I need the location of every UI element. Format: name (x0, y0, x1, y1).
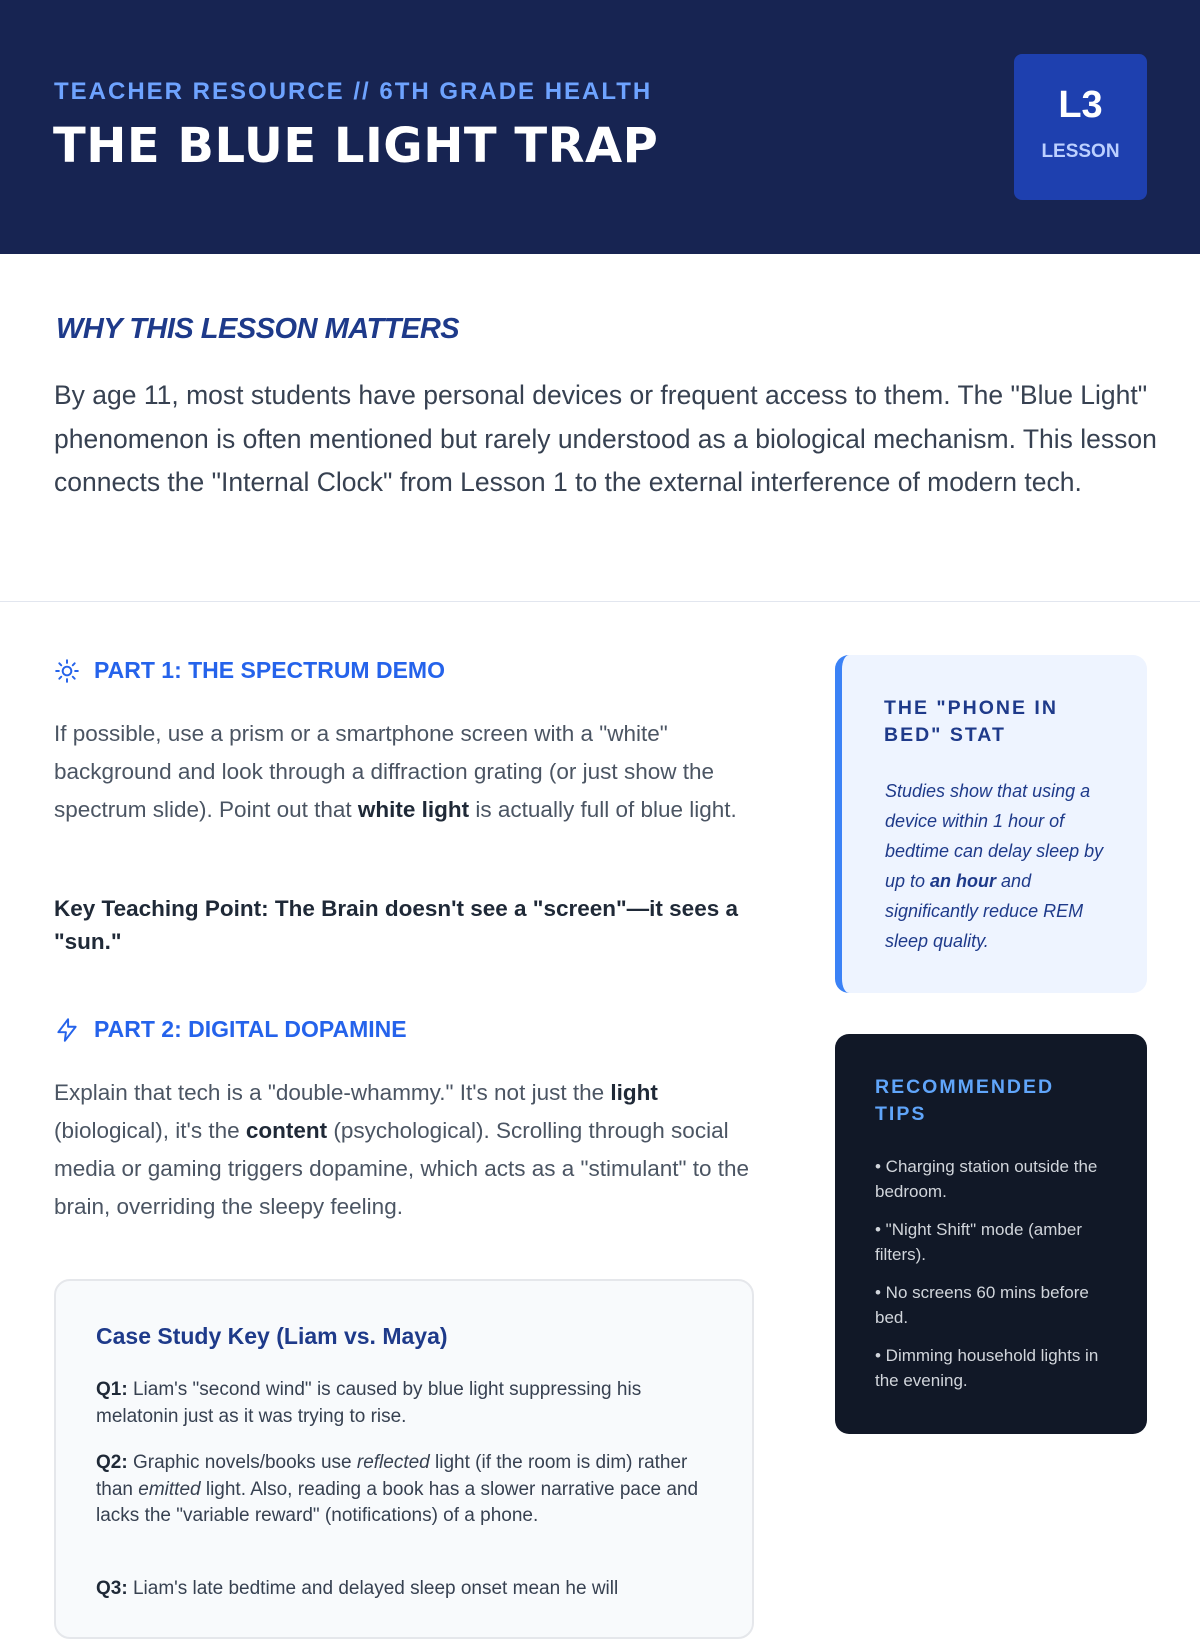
part2-heading (54, 1016, 407, 1043)
lesson-title: THE BLUE LIGHT TRAP (53, 118, 659, 174)
lesson-badge (1014, 54, 1147, 200)
tip-item: • "Night Shift" mode (amber filters). (875, 1220, 1082, 1264)
lightning-icon (54, 1017, 80, 1043)
sun-icon (54, 658, 80, 684)
tip-item: • Dimming household lights in the evening. (875, 1346, 1099, 1390)
lesson-header (0, 0, 1200, 254)
section-divider (0, 601, 1200, 602)
light-emphasis: light (610, 1080, 658, 1105)
case-study-card (54, 1279, 754, 1639)
content-emphasis: content (245, 1118, 328, 1143)
tip-item: • Charging station outside the bedroom. (875, 1157, 1098, 1201)
why-section-title: WHY THIS LESSON MATTERS (56, 313, 460, 345)
stat-text: Studies show that using a device within 1 hour of bedtime can delay sleep by up to an hour and significantly reduce REM sleep quality. (885, 781, 1104, 951)
case-study-q2: Q2: Graphic novels/books use reflected light (if the room is dim) rather than emitted light. Also, reading a book has a slower narrative pace and lacks the "variable reward" (notifications) of a phone. (96, 1452, 699, 1526)
case-study-title: Case Study Key (Liam vs. Maya) (96, 1323, 448, 1349)
part2-text: Explain that tech is a "double-whammy." It's not just the light (biological), it's the content (psychological). Scrolling through social media or gaming triggers dopamine, which acts as a "stimulant" to the brain, overriding the sleepy feeling. (54, 1080, 750, 1219)
key-teaching-point: Key Teaching Point: The Brain doesn't see a "screen"—it sees a "sun." (54, 896, 738, 954)
resource-kicker: TEACHER RESOURCE // 6TH GRADE HEALTH (54, 78, 653, 105)
part1-title: PART 1: THE SPECTRUM DEMO (94, 657, 445, 683)
lesson-badge-code: L3 (1058, 84, 1103, 126)
part1-text: If possible, use a prism or a smartphone screen with a "white" background and look through a diffraction grating (or just show the spectrum slide). Point out that white light is actually full of blue light. (54, 721, 737, 822)
tips-title: RECOMMENDED TIPS (875, 1076, 1055, 1125)
tips-list (875, 1154, 1115, 1406)
phone-in-bed-stat-card (835, 655, 1147, 993)
part1-heading (54, 657, 445, 684)
case-study-q3: Q3: Liam's late bedtime and delayed sleep onset mean he will (96, 1578, 619, 1599)
lesson-badge-label: LESSON (1041, 141, 1120, 162)
tip-item: • No screens 60 mins before bed. (875, 1283, 1089, 1327)
stat-title: THE "PHONE IN BED" STAT (884, 697, 1058, 746)
part2-title: PART 2: DIGITAL DOPAMINE (94, 1016, 407, 1042)
recommended-tips-card (835, 1034, 1147, 1434)
why-section-text: By age 11, most students have personal devices or frequent access to them. The "Blue Light" phenomenon is often mentioned but rarely understood as a biological mechanism. This lesson connects the "Internal Clock" from Lesson 1 to the external interference of modern tech. (54, 380, 1157, 497)
white-light-emphasis: white light (357, 797, 470, 822)
case-study-q1: Q1: Liam's "second wind" is caused by blue light suppressing his melatonin just as it was trying to rise. (96, 1379, 642, 1427)
